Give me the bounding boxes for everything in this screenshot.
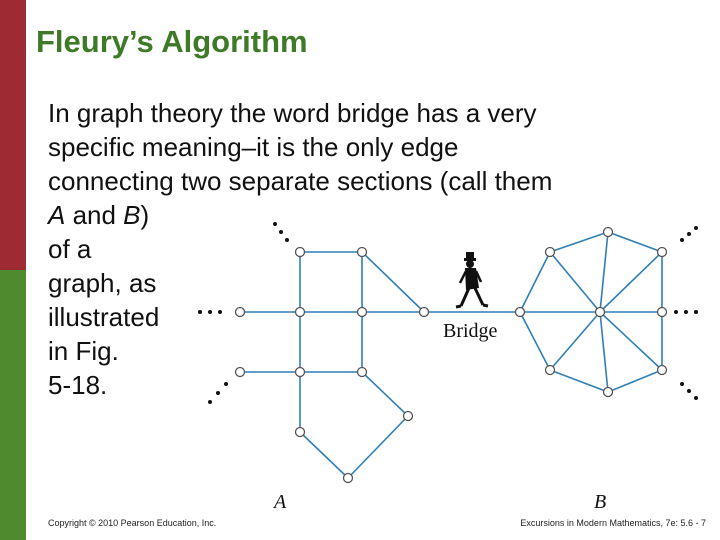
body-line-6: graph, as (48, 268, 157, 298)
body-line-3: connecting two separate sections (call them (48, 166, 553, 196)
close-paren: ) (140, 200, 150, 230)
section-a-vertices (236, 248, 429, 483)
body-line-5: of a (48, 234, 92, 264)
section-b-edges (520, 232, 662, 392)
body-line-1: In graph theory the word bridge has a very (48, 98, 537, 128)
walking-man-icon (456, 252, 488, 307)
bridge-label: Bridge (443, 320, 498, 342)
body-line-8: in Fig. (48, 336, 119, 366)
body-line-7: illustrated (48, 302, 160, 332)
section-a-edges (240, 252, 424, 478)
and-word: and (65, 200, 124, 230)
section-b-ref: B (123, 200, 141, 230)
copyright-footer: Copyright © 2010 Pearson Education, Inc. (48, 518, 217, 528)
citation-footer: Excursions in Modern Mathematics, 7e: 5.6 - 7 (520, 518, 706, 528)
body-line-9: 5-18. (48, 370, 108, 400)
section-a-ref: A (48, 200, 66, 230)
body-line-2: specific meaning–it is the only edge (48, 132, 459, 162)
section-a-label: A (274, 491, 287, 513)
section-b-label: B (594, 491, 607, 513)
slide-title: Fleury’s Algorithm (36, 24, 308, 59)
continuation-dots (198, 222, 698, 404)
